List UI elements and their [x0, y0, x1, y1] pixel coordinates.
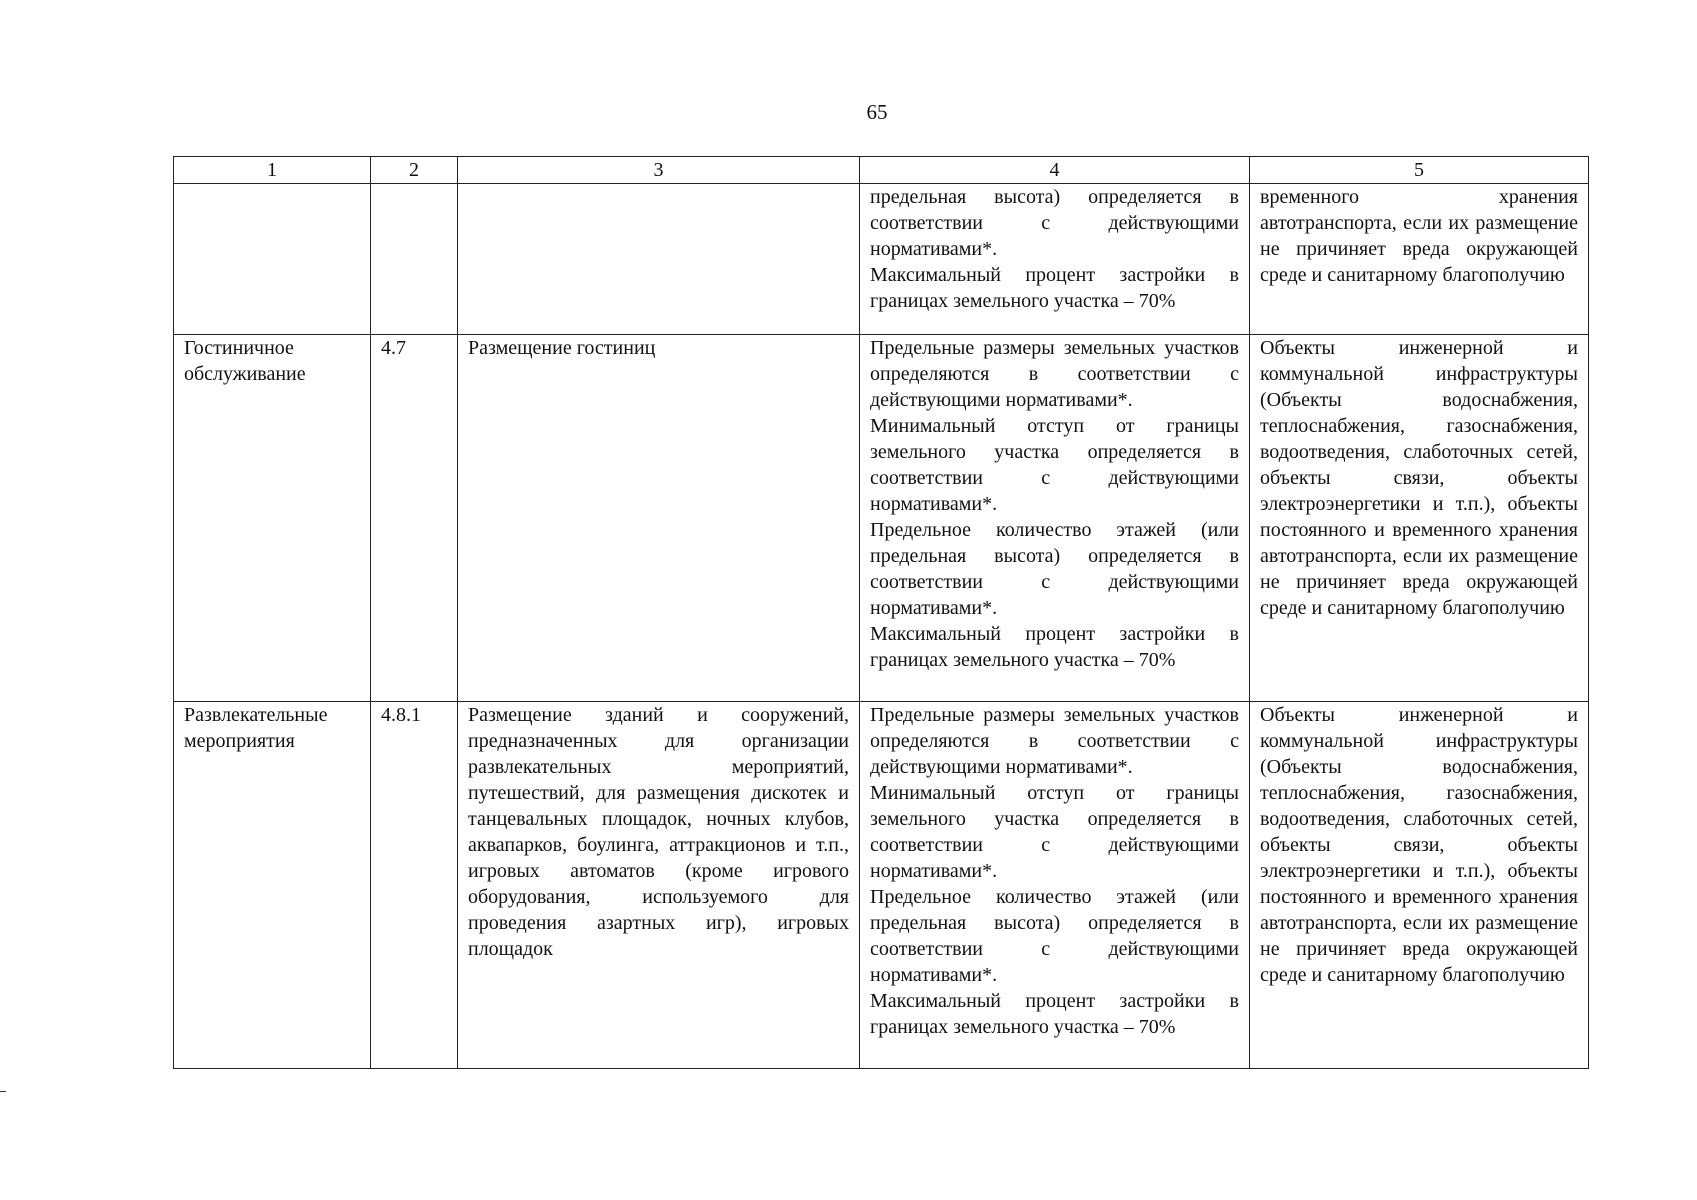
use-name-cell: Гостиничное обслуживание — [174, 335, 371, 702]
use-code-cell — [371, 184, 458, 335]
header-cell-4: 4 — [860, 157, 1250, 184]
use-name-cell — [174, 184, 371, 335]
use-code-cell: 4.8.1 — [371, 702, 458, 1069]
use-code-cell: 4.7 — [371, 335, 458, 702]
parameters-cell: предельная высота) определяется в соответствии с действующими нормативами*. Максимальный процент застройки в границах земельного участка – 70% — [860, 184, 1250, 335]
header-cell-5: 5 — [1250, 157, 1589, 184]
objects-cell: Объекты инженерной и коммунальной инфраструктуры (Объекты водоснабжения, теплоснабжения, газоснабжения, водоотведения, слаботочных сетей, объекты связи, объекты электроэнергетики и т.п.), объекты постоянного и временного хранения автотранспорта, если их размещение не причиняет вреда окружающей среде и санитарному благополучию — [1250, 702, 1589, 1069]
table-row — [174, 335, 1589, 702]
use-description-cell: Размещение зданий и сооружений, предназначенных для организации развлекательных мероприятий, путешествий, для размещения дискотек и танцевальных площадок, ночных клубов, аквапарков, боулинга, аттракционов и т.п., игровых автоматов (кроме игрового оборудования, используемого для проведения азартных игр), игровых площадок — [458, 702, 860, 1069]
page-number: 65 — [866, 100, 888, 124]
table-row — [174, 184, 1589, 335]
objects-cell: Объекты инженерной и коммунальной инфраструктуры (Объекты водоснабжения, теплоснабжения, газоснабжения, водоотведения, слаботочных сетей, объекты связи, объекты электроэнергетики и т.п.), объекты постоянного и временного хранения автотранспорта, если их размещение не причиняет вреда окружающей среде и санитарному благополучию — [1250, 335, 1589, 702]
land-use-table — [173, 156, 1589, 1069]
parameters-cell: Предельные размеры земельных участков определяются в соответствии с действующими нормативами*. Минимальный отступ от границы земельного участка определяется в соответствии с действующими нормативами*. Предельное количество этажей (или предельная высота) определяется в соответствии с действующими нормативами*. Максимальный процент застройки в границах земельного участка – 70% — [860, 335, 1250, 702]
header-cell-2: 2 — [371, 157, 458, 184]
use-name-cell: Развлекательные мероприятия — [174, 702, 371, 1069]
objects-cell: временного хранения автотранспорта, если их размещение не причиняет вреда окружающей среде и санитарному благополучию — [1250, 184, 1589, 335]
table-row — [174, 702, 1589, 1069]
header-cell-1: 1 — [174, 157, 371, 184]
use-description-cell — [458, 184, 860, 335]
table-header-row — [174, 157, 1589, 184]
header-cell-3: 3 — [458, 157, 860, 184]
use-description-cell: Размещение гостиниц — [458, 335, 860, 702]
parameters-cell: Предельные размеры земельных участков определяются в соответствии с действующими нормативами*. Минимальный отступ от границы земельного участка определяется в соответствии с действующими нормативами*. Предельное количество этажей (или предельная высота) определяется в соответствии с действующими нормативами*. Максимальный процент застройки в границах земельного участка – 70% — [860, 702, 1250, 1069]
margin-mark — [0, 1091, 6, 1092]
